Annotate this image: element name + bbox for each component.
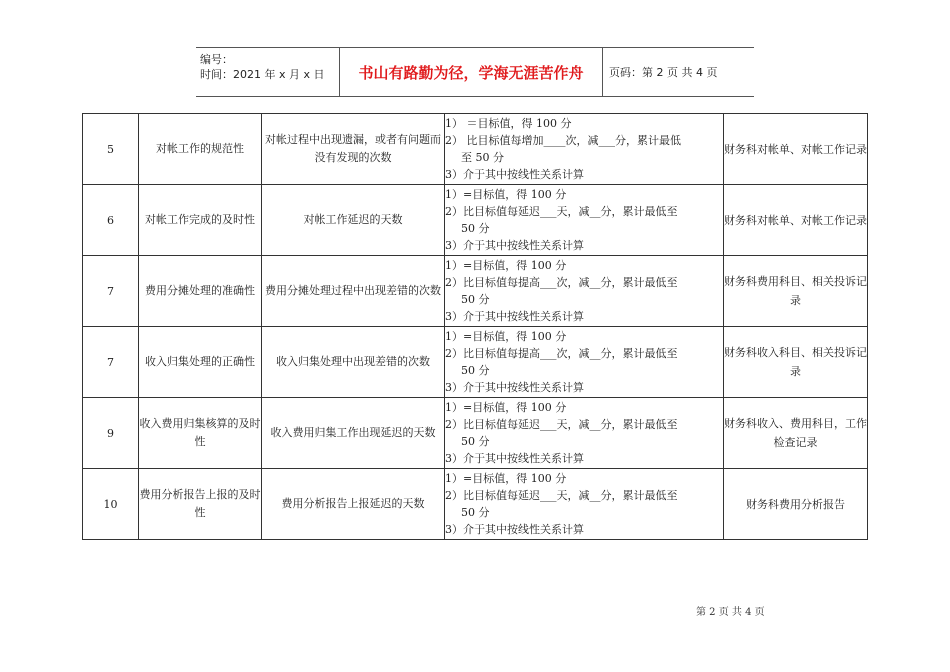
row-scoring-rules bbox=[445, 114, 724, 185]
table-row bbox=[83, 114, 868, 185]
scoring-rule-line: 50 分 bbox=[461, 364, 490, 377]
motto: 书山有路勤为径，学海无涯苦作舟 bbox=[340, 48, 603, 96]
scoring-rule-line: 1）=目标值，得 100 分 bbox=[445, 401, 567, 414]
row-definition: 收入费用归集工作出现延迟的天数 bbox=[262, 398, 445, 469]
row-data-source: 财务科费用分析报告 bbox=[724, 469, 868, 540]
row-number: 7 bbox=[83, 256, 139, 327]
row-number: 7 bbox=[83, 327, 139, 398]
scoring-rule-line: 1）=目标值，得 100 分 bbox=[445, 259, 567, 272]
table-row bbox=[83, 469, 868, 540]
row-scoring-rules bbox=[445, 185, 724, 256]
row-item: 费用分摊处理的准确性 bbox=[139, 256, 262, 327]
row-scoring-rules bbox=[445, 327, 724, 398]
scoring-rule-line: 2） 比目标值每增加____次，减___分，累计最低 bbox=[445, 134, 681, 147]
row-number: 9 bbox=[83, 398, 139, 469]
scoring-rule-line: 2）比目标值每延迟___天，减__分，累计最低至 bbox=[445, 205, 678, 218]
table-row bbox=[83, 398, 868, 469]
scoring-rule-line: 3）介于其中按线性关系计算 bbox=[445, 381, 584, 394]
scoring-rule-line: 至 50 分 bbox=[461, 151, 504, 164]
scoring-rule-line: 2）比目标值每延迟___天，减__分，累计最低至 bbox=[445, 489, 678, 502]
row-number: 5 bbox=[83, 114, 139, 185]
row-data-source: 财务科收入科目、相关投诉记录 bbox=[724, 327, 868, 398]
time-label: 时间：2021 年 x 月 x 日 bbox=[200, 68, 325, 81]
row-definition: 对帐过程中出现遗漏，或者有问题而没有发现的次数 bbox=[262, 114, 445, 185]
row-scoring-rules bbox=[445, 256, 724, 327]
row-scoring-rules bbox=[445, 398, 724, 469]
row-scoring-rules bbox=[445, 469, 724, 540]
scoring-rule-line: 3）介于其中按线性关系计算 bbox=[445, 523, 584, 536]
row-data-source: 财务科对帐单、对帐工作记录 bbox=[724, 185, 868, 256]
row-definition: 费用分摊处理过程中出现差错的次数 bbox=[262, 256, 445, 327]
row-item: 收入费用归集核算的及时性 bbox=[139, 398, 262, 469]
page-footer: 第 2 页 共 4 页 bbox=[696, 607, 765, 618]
kpi-table bbox=[82, 113, 868, 540]
scoring-rule-line: 1） ＝目标值，得 100 分 bbox=[445, 117, 572, 130]
row-data-source: 财务科对帐单、对帐工作记录 bbox=[724, 114, 868, 185]
scoring-rule-line: 2）比目标值每延迟___天，减__分，累计最低至 bbox=[445, 418, 678, 431]
row-definition: 对帐工作延迟的天数 bbox=[262, 185, 445, 256]
row-item: 对帐工作的规范性 bbox=[139, 114, 262, 185]
row-item: 费用分析报告上报的及时性 bbox=[139, 469, 262, 540]
row-definition: 收入归集处理中出现差错的次数 bbox=[262, 327, 445, 398]
scoring-rule-line: 2）比目标值每提高___次，减__分，累计最低至 bbox=[445, 276, 678, 289]
row-item: 收入归集处理的正确性 bbox=[139, 327, 262, 398]
scoring-rule-line: 3）介于其中按线性关系计算 bbox=[445, 452, 584, 465]
scoring-rule-line: 50 分 bbox=[461, 222, 490, 235]
row-number: 6 bbox=[83, 185, 139, 256]
header-meta bbox=[196, 48, 340, 96]
row-item: 对帐工作完成的及时性 bbox=[139, 185, 262, 256]
scoring-rule-line: 3）介于其中按线性关系计算 bbox=[445, 310, 584, 323]
scoring-rule-line: 50 分 bbox=[461, 293, 490, 306]
page-header bbox=[196, 47, 754, 97]
scoring-rule-line: 1）=目标值，得 100 分 bbox=[445, 472, 567, 485]
number-label: 编号： bbox=[200, 53, 233, 66]
scoring-rule-line: 3）介于其中按线性关系计算 bbox=[445, 168, 584, 181]
scoring-rule-line: 1）=目标值，得 100 分 bbox=[445, 188, 567, 201]
scoring-rule-line: 2）比目标值每提高___次，减__分，累计最低至 bbox=[445, 347, 678, 360]
scoring-rule-line: 50 分 bbox=[461, 435, 490, 448]
row-data-source: 财务科收入、费用科目，工作检查记录 bbox=[724, 398, 868, 469]
table-row bbox=[83, 185, 868, 256]
row-definition: 费用分析报告上报延迟的天数 bbox=[262, 469, 445, 540]
page-label: 页码：第 2 页 共 4 页 bbox=[609, 66, 718, 79]
table-row bbox=[83, 327, 868, 398]
scoring-rule-line: 1）=目标值，得 100 分 bbox=[445, 330, 567, 343]
scoring-rule-line: 50 分 bbox=[461, 506, 490, 519]
row-number: 10 bbox=[83, 469, 139, 540]
table-row bbox=[83, 256, 868, 327]
scoring-rule-line: 3）介于其中按线性关系计算 bbox=[445, 239, 584, 252]
row-data-source: 财务科费用科目、相关投诉记录 bbox=[724, 256, 868, 327]
